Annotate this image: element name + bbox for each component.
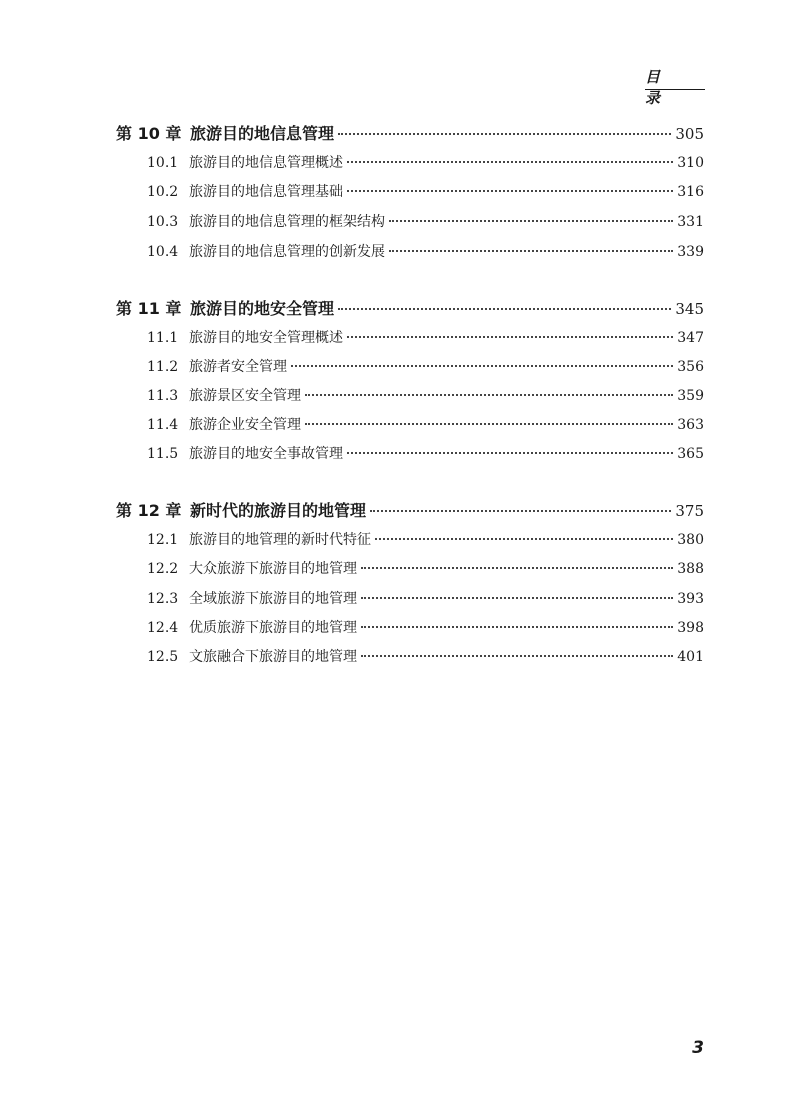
toc-section-entry[interactable] (147, 442, 704, 466)
toc-dot-leader (347, 161, 673, 163)
running-head-rule (645, 89, 705, 90)
toc-dot-leader (338, 133, 671, 135)
toc-dot-leader (389, 220, 673, 222)
toc-entry-number: 10.1 (147, 155, 179, 171)
toc-entry-page: 393 (677, 591, 704, 607)
toc-entry-number: 第 10 章 (116, 124, 182, 143)
toc-entry-page: 401 (677, 649, 704, 665)
toc-section-entry[interactable] (147, 210, 704, 234)
toc-section-entry[interactable] (147, 645, 704, 669)
toc-dot-leader (347, 452, 673, 454)
toc-entry-title: 优质旅游下旅游目的地管理 (189, 620, 357, 636)
toc-section-entry[interactable] (147, 355, 704, 379)
toc-entry-page: 380 (677, 532, 704, 548)
toc-entry-number: 11.4 (147, 417, 179, 433)
toc-entry-number: 10.3 (147, 214, 179, 230)
toc-dot-leader (361, 597, 673, 599)
toc-dot-leader (305, 423, 673, 425)
toc-chapter-entry[interactable] (116, 499, 704, 523)
toc-section-entry[interactable] (147, 240, 704, 264)
toc-dot-leader (347, 336, 673, 338)
toc-entry-page: 363 (677, 417, 704, 433)
page-number: 3 (692, 1038, 704, 1058)
toc-chapter-entry[interactable] (116, 122, 704, 146)
toc-dot-leader (370, 510, 671, 512)
toc-entry-number: 11.3 (147, 388, 179, 404)
toc-entry-title: 旅游景区安全管理 (189, 388, 301, 404)
toc-entry-number: 12.3 (147, 591, 179, 607)
toc-entry-title: 新时代的旅游目的地管理 (190, 501, 367, 520)
toc-entry-number: 12.1 (147, 532, 179, 548)
toc-section-entry[interactable] (147, 180, 704, 204)
toc-entry-number: 12.5 (147, 649, 179, 665)
toc-entry-title: 旅游目的地安全管理概述 (189, 330, 343, 346)
toc-section-entry[interactable] (147, 384, 704, 408)
toc-entry-number: 10.4 (147, 244, 179, 260)
toc-chapter-entry[interactable] (116, 297, 704, 321)
toc-entry-page: 347 (677, 330, 704, 346)
toc-entry-title: 大众旅游下旅游目的地管理 (189, 561, 357, 577)
toc-dot-leader (375, 538, 673, 540)
toc-entry-page: 356 (677, 359, 704, 375)
toc-entry-number: 第 12 章 (116, 501, 182, 520)
toc-section-entry[interactable] (147, 587, 704, 611)
toc-entry-page: 359 (677, 388, 704, 404)
toc-entry-title: 旅游目的地安全事故管理 (189, 446, 343, 462)
toc-entry-page: 375 (675, 502, 704, 520)
toc-entry-title: 旅游目的地安全管理 (190, 299, 335, 318)
toc-entry-number: 第 11 章 (116, 299, 182, 318)
toc-entry-page: 365 (677, 446, 704, 462)
toc-entry-number: 11.2 (147, 359, 179, 375)
toc-entry-title: 文旅融合下旅游目的地管理 (189, 649, 357, 665)
running-head (645, 62, 705, 107)
toc-entry-page: 310 (677, 155, 704, 171)
toc-entry-number: 12.4 (147, 620, 179, 636)
toc-dot-leader (305, 394, 673, 396)
toc-entry-page: 339 (677, 244, 704, 260)
toc-entry-title: 旅游目的地信息管理的创新发展 (189, 244, 385, 260)
toc-entry-page: 388 (677, 561, 704, 577)
toc-dot-leader (389, 250, 673, 252)
toc-dot-leader (361, 567, 673, 569)
toc-section-entry[interactable] (147, 528, 704, 552)
toc-dot-leader (291, 365, 673, 367)
toc-entry-page: 331 (677, 214, 704, 230)
toc-entry-number: 10.2 (147, 184, 179, 200)
toc-entry-title: 旅游目的地信息管理 (190, 124, 335, 143)
toc-section-entry[interactable] (147, 151, 704, 175)
toc-dot-leader (338, 308, 671, 310)
toc-entry-title: 旅游目的地管理的新时代特征 (189, 532, 371, 548)
toc-entry-number: 11.5 (147, 446, 179, 462)
toc-entry-title: 旅游者安全管理 (189, 359, 287, 375)
toc-entry-number: 12.2 (147, 561, 179, 577)
toc-entry-title: 旅游目的地信息管理的框架结构 (189, 214, 385, 230)
toc-entry-number: 11.1 (147, 330, 179, 346)
toc-section-entry[interactable] (147, 413, 704, 437)
toc-section-entry[interactable] (147, 326, 704, 350)
toc-entry-page: 398 (677, 620, 704, 636)
toc-dot-leader (361, 655, 673, 657)
toc-entry-page: 305 (675, 125, 704, 143)
toc-section-entry[interactable] (147, 557, 704, 581)
toc-dot-leader (361, 626, 673, 628)
toc-dot-leader (347, 190, 673, 192)
toc-entry-title: 全域旅游下旅游目的地管理 (189, 591, 357, 607)
toc-entry-title: 旅游目的地信息管理概述 (189, 155, 343, 171)
running-head-text: 目 录 (645, 68, 669, 107)
toc-entry-title: 旅游目的地信息管理基础 (189, 184, 343, 200)
toc-entry-page: 345 (675, 300, 704, 318)
toc-entry-page: 316 (677, 184, 704, 200)
toc-entry-title: 旅游企业安全管理 (189, 417, 301, 433)
toc-section-entry[interactable] (147, 616, 704, 640)
